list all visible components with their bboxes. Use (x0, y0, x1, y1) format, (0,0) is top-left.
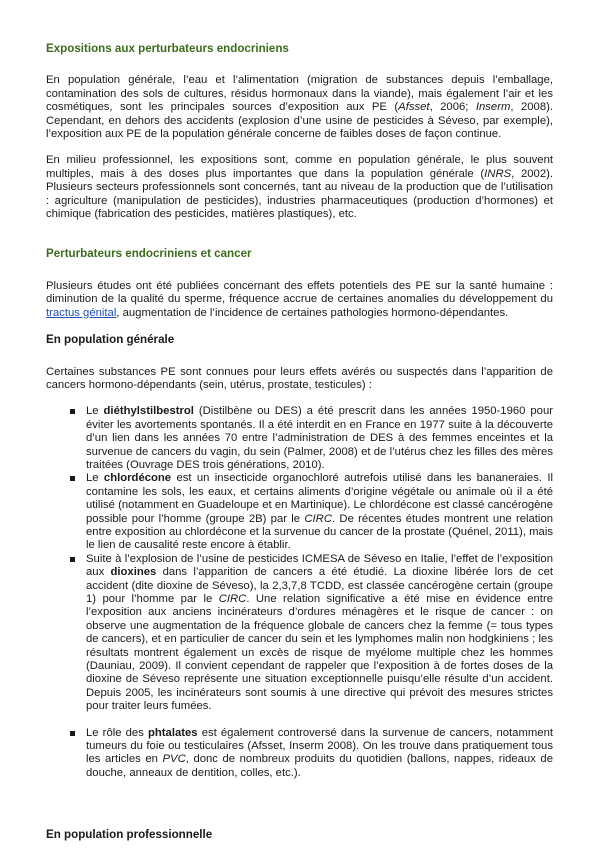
text-run: . De récentes études montrent une relation entre exposition au chlordécone et la survenue du cancer de la prostate (Quénel, 2011), mais le lien de causalité reste encore à établir. (86, 512, 554, 552)
text-run: , 2006; (429, 101, 476, 114)
subsection-title-population-generale: En population générale (46, 333, 175, 347)
term-dioxines: dioxines (110, 566, 157, 579)
list-item-chlordecone (46, 472, 553, 552)
list-item-phtalates (46, 727, 553, 781)
text-run: , donc de nombreux produits du quotidien (ballons, nappes, rideaux de douche, anneaux de dentition, colles, etc.). (86, 753, 553, 779)
paragraph-population-generale (46, 74, 553, 141)
citation-circ: CIRC (304, 512, 332, 525)
text-run: Le (86, 472, 104, 485)
text-run: . Une relation significative a été mise en évidence entre l’exposition aux anciens incinérateurs d’ordures ménagères et le risque de cancer : on observe une augmentation de la fréquence globale de cancers chez la femme (= tous types de cancers), et en particulier de cancer du sein et les lymphomes malin non hodgkiniens ; les résultats montrent également un excès de risque de myélome multiple chez les hommes (Dauniau, 2009). Il convient cependant de rappeler que l’exposition à de fortes doses de la dioxine de Séveso représente une situation exceptionnelle puisqu’elle résulte d’un accident. Depuis 2005, les incinérateurs sont soumis à une directive qui prévoit des mesures strictes pour traiter leurs fumées. (86, 593, 553, 713)
list-item-distilbene (46, 405, 553, 472)
text-run: En milieu professionnel, les expositions sont, comme en population générale, le plus souvent multiples, mais à des doses plus importantes que dans la population générale ( (46, 154, 553, 180)
term-diethylstilbestrol: diéthylstilbestrol (103, 405, 194, 418)
citation-circ: CIRC (218, 593, 247, 605)
text-run: est également controversé dans la survenue de cancers, notamment tumeurs du foie ou testiculaires (Afsset, Inserm 2008). On les trouve dans pratiquement tous les articles en (86, 726, 553, 766)
paragraph-etudes (46, 280, 553, 320)
bullet-icon (70, 557, 75, 562)
text-run: Plusieurs études ont été publiées concernant des effets potentiels des PE sur la santé humaine : diminution de la qualité du sperme, fréquence accrue de certaines anomalies du développement du (46, 279, 553, 306)
tractus-genital-link[interactable]: tractus génital (46, 306, 117, 319)
subsection-title-population-professionnelle: En population professionnelle (46, 828, 213, 842)
text-run: , 2002). Plusieurs secteurs professionnels sont concernés, tant au niveau de la production que de l’utilisation : agriculture (manipulation de pesticides), industries pharmaceutiques (production d’hormones) et chimique (fabrication des pesticides, matières plastiques), etc. (46, 167, 554, 221)
text-run: , augmentation de l’incidence de certaines pathologies hormono-dépendantes. (116, 306, 509, 319)
text-run: Le (86, 405, 104, 418)
bullet-icon (70, 731, 75, 736)
term-phtalates: phtalates (147, 726, 198, 739)
list-spacer (46, 714, 553, 727)
text-run: Le rôle des (86, 726, 148, 739)
citation-inrs: INRS (484, 167, 512, 180)
citation-inserm: Inserm (475, 101, 511, 114)
text-run: dans l’apparition de cancers a été étudié. La dioxine libérée lors de cet accident (dite dioxine de Séveso), la 2,3,7,8 TCDD, est classée cancérogène certain (groupe 1) pour l’homme par le (86, 566, 553, 605)
text-run: Suite à l’explosion de l’usine de pesticides ICMESA de Séveso en Italie, l’effet de l’exposition aux (86, 552, 553, 579)
term-pvc: PVC (162, 753, 186, 766)
text-run: est un insecticide organochloré autrefois utilisé dans les bananeraies. Il contamine les sols, les eaux, et certains aliments d’origine végétale ou animale où il a été utilisé (notamment en Guadeloupe et en Martinique). Le chlordécone est classé cancérogène possible pour l’homme (groupe 2B) par le (86, 472, 553, 525)
term-chlordecone: chlordécone (103, 472, 172, 485)
text-run: , 2008). Cependant, en dehors des accidents (explosion d’une usine de pesticides à Séveso, par exemple), l’exposition aux PE de la population générale concerne de faibles doses de façon continue. (46, 101, 554, 141)
text-run: (Distilbène ou DES) a été prescrit dans les années 1950-1960 pour éviter les avortements spontanés. Il a été interdit en en France en 1977 suite à la découverte d’un lien dans les années 70 entre l’administration de DES à des femmes enceintes et la survenue de cancers du vagin, du sein (Palmer, 2008) et de l’utérus chez les filles des mères traitées (Ouvrage DES trois générations, 2010). (86, 405, 553, 471)
bullet-icon (70, 476, 75, 481)
paragraph-milieu-professionnel (46, 154, 553, 221)
list-item-dioxines (46, 553, 553, 714)
text-run: En population générale, l’eau et l’alimentation (migration de substances depuis l’emballage, contamination des sols de cultures, résidus hormonaux dans la viande), mais également l’air et les cosmétiques, sont les principales sources d’exposition aux PE ( (46, 74, 553, 114)
bullet-icon (70, 409, 75, 414)
citation-afsset: Afsset (398, 101, 430, 114)
section-title-expositions: Expositions aux perturbateurs endocriniens (46, 42, 289, 55)
paragraph-intro-substances: Certaines substances PE sont connues pour leurs effets avérés ou suspectés dans l’apparition de cancers hormono-dépendants (sein, utérus, prostate, testicules) : (46, 365, 553, 391)
section-title-cancer: Perturbateurs endocriniens et cancer (46, 247, 252, 261)
substances-list (46, 405, 553, 780)
